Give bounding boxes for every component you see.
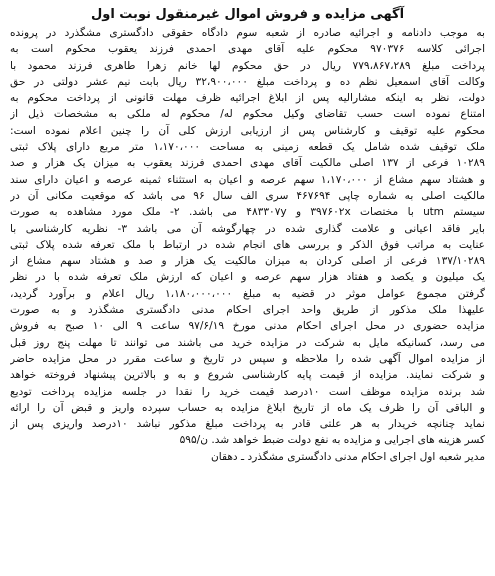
notice-line: ۱۳۷/۱۰۲۸۹ فرعی از اصلی کردان به میزان مالکیت یک هزار و صد و هشتاد سهم مشاع از — [10, 255, 485, 268]
notice-line: و شرکت نمایند. مزایده از قیمت پایه کارشناسی شروع و به و بالاترین پیشنهاد فروخته خواهد — [10, 369, 485, 382]
notice-line: پرداخت مبلغ ۷۷۹،۸۶۷،۲۸۹ ریال در حق محکوم لها خانم زهرا طاهری فرزند محمود با — [10, 59, 485, 72]
notice-line: شد برنده مزایده موظف است ۱۰درصد قیمت خرید را نقدا در جلسه مزایده پرداخت تودیع — [10, 385, 485, 398]
notice-line: می رسد، کسانیکه مایل به شرکت در مزایده خرید می باشند می توانند تا مهلت پنج روز قبل — [10, 336, 485, 349]
notice-line: اجرائی کلاسه ۹۷۰۳۷۶ محکوم علیه آقای مهدی احمدی فرزند یعقوب محکوم است به — [10, 43, 485, 56]
notice-line: سیستم utm با مختصات ۳۹۷۶۰۲x و ۴۸۳۳۰۷y می باشد. ۲- ملک مورد مشاهده به صورت — [10, 206, 485, 219]
notice-signature: مدیر شعبه اول اجرای احکام مدنی دادگستری مشگذرد ـ دهقان — [210, 450, 485, 463]
notice-line: ملک توقیف شده شامل یک قطعه زمینی به مساحت ۱،۱۷۰،۰۰۰ متر مربع دارای پلاک ثبتی — [10, 141, 485, 154]
notice-line: نماید چنانچه خریدار به هر علتی قادر به پرداخت مبلغ مذکور نباشد ۱۰درصد واریزی پس از — [10, 418, 485, 431]
notice-line: ۱۰۲۸۹ فرعی از ۱۳۷ اصلی مالکیت آقای مهدی احمدی فرزند یعقوب به میزان یک هزار و صد — [10, 157, 485, 170]
notice-line: بایر فاقد اعیانی و علامت گذاری شده در چهارگوشه آن می باشد ۳- نظریه کارشناسی با — [10, 222, 485, 235]
notice-line: امتناع نموده است حسب تقاضای وکیل محکوم له/ محکوم له ملکی به مشخصات ذیل از — [10, 108, 485, 121]
notice-line: دولت، نظر به اینکه مشارالیه پس از ابلاغ اجرائیه ظرف مهلت قانونی از پرداخت محکوم به — [10, 92, 485, 105]
notice-title: آگهی مزایده و فروش اموال غیرمنقول نوبت اول — [90, 7, 405, 22]
notice-body — [10, 25, 485, 449]
notice-line: مالکیت اصلی به شماره چاپی ۴۶۷۶۹۴ سری الف سال ۹۶ می باشد که موقعیت مکانی آن در — [10, 189, 485, 202]
notice-line: و الباقی آن را ظرف یک ماه از تاریخ ابلاغ مزایده به حساب سپرده واریز و قبض آن را ارائه — [10, 401, 485, 414]
notice-line: به موجب دادنامه و اجرائیه صادره از شعبه سوم دادگاه حقوقی دادگستری مشگذرد در پرونده — [10, 27, 485, 39]
notice-line: علیهذا ملک مذکور از طریق واحد اجرای احکام مدنی دادگستری مشگذرد و به صورت — [10, 304, 485, 317]
notice-line: از مزایده اموال آگهی شده را ملاحظه و سپس در تاریخ و ساعت مقرر در محل مزایده حاضر — [10, 352, 485, 365]
notice-line: مزایده حضوری در محل اجرای احکام مدنی مورخ ۹۷/۶/۱۹ ساعت ۹ الی ۱۰ صبح به فروش — [10, 320, 485, 333]
notice-line: وکالت آقای اسمعیل نظم ده و پرداخت مبلغ ۳۲،۹۰۰،۰۰۰ ریال بابت نیم عشر دولتی در حق — [10, 75, 485, 88]
notice-line: گرفتن مجموع عوامل موثر در قضیه به مبلغ ۱،۱۸۰،۰۰۰،۰۰۰ ریال اعلام و برآورد گردید، — [10, 287, 485, 300]
notice-line: عنایت به مراتب فوق الذکر و بررسی های انجام شده در ارتباط با ملک تعرفه شده پلاک ثبتی — [10, 238, 485, 251]
notice-line: یک میلیون و یکصد و هفتاد هزار سهم عرصه و اعیان که ارزش ملک تعرفه شده با در نظر — [10, 271, 485, 284]
notice-line: کسر هزینه های اجرایی و مزایده به نفع دولت ضبط خواهد شد. ن/۵۹۵ — [179, 434, 485, 447]
notice-line: محکوم علیه توقیف و کارشناس پس از ارزیابی ارزش کلی آن را چنین اعلام نموده است: — [10, 124, 485, 137]
notice-line: و هشتاد سهم مشاع از ۱،۱۷۰،۰۰۰ سهم عرصه و اعیان به استثناء ثمینه عرصه و اعیان دارای سند — [10, 173, 485, 186]
